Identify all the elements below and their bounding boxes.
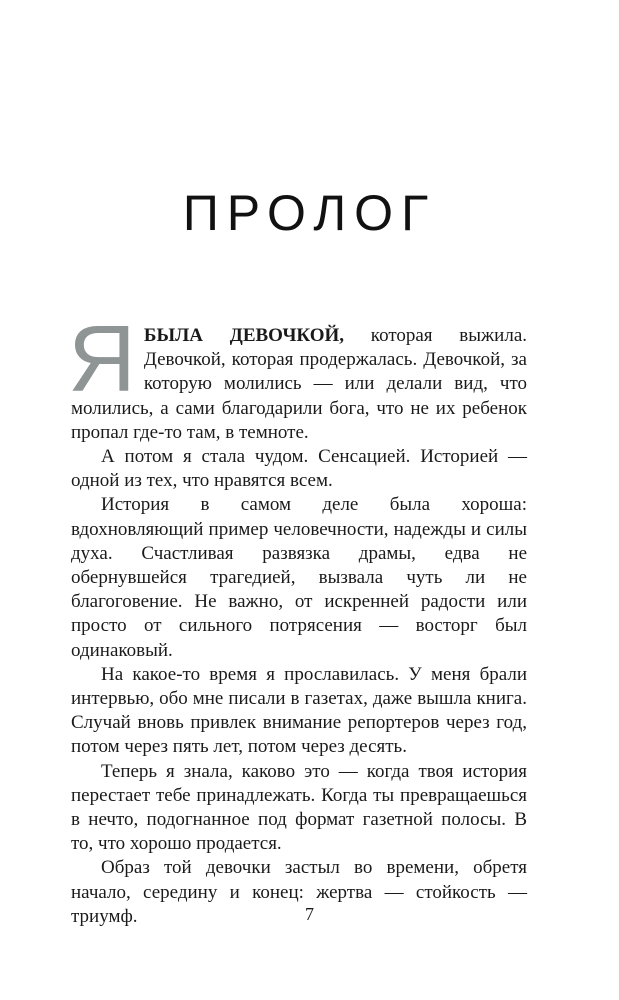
paragraph-5: Теперь я знала, каково это — когда твоя история перестает тебе принадлежать. Когда ты превращаешься в нечто, подогнанное под формат газетной полосы. В то, что хорошо продается.	[71, 760, 527, 855]
chapter-text	[68, 306, 527, 929]
paragraph-3: История в самом деле была хороша: вдохновляющий пример человечности, надежды и силы духа. Счастливая развязка драмы, едва не обернувшейся трагедией, вызвала чуть ли не благоговение. Не важно, от искренней радости или просто от сильного потрясения — восторг был одинаковый.	[71, 494, 527, 661]
page-number: 7	[305, 904, 314, 924]
lead-in-text: БЫЛА ДЕВОЧКОЙ,	[143, 325, 345, 346]
paragraph-4: На какое-то время я прославилась. У меня брали интервью, обо мне писали в газетах, даже вышла книга. Случай вновь привлек внимание репортеров через год, потом через пять лет, потом через десять.	[71, 663, 527, 758]
paragraph-1	[68, 306, 527, 445]
chapter-title: ПРОЛОГ	[182, 185, 437, 241]
paragraph-1-text: которая выжила. Девочкой, которая продержалась. Девочкой, за которую молились — или делали вид, что молились, а сами благодарили бога, что не их ребенок пропал где-то там, в темноте.	[71, 325, 527, 443]
drop-cap-letter: Я	[68, 306, 136, 411]
paragraph-2: А потом я стала чудом. Сенсацией. Историей — одной из тех, что нравятся всем.	[71, 446, 527, 492]
paragraph-6: Образ той девочки застыл во времени, обретя начало, середину и конец: жертва — стойкость — триумф.	[71, 857, 527, 927]
